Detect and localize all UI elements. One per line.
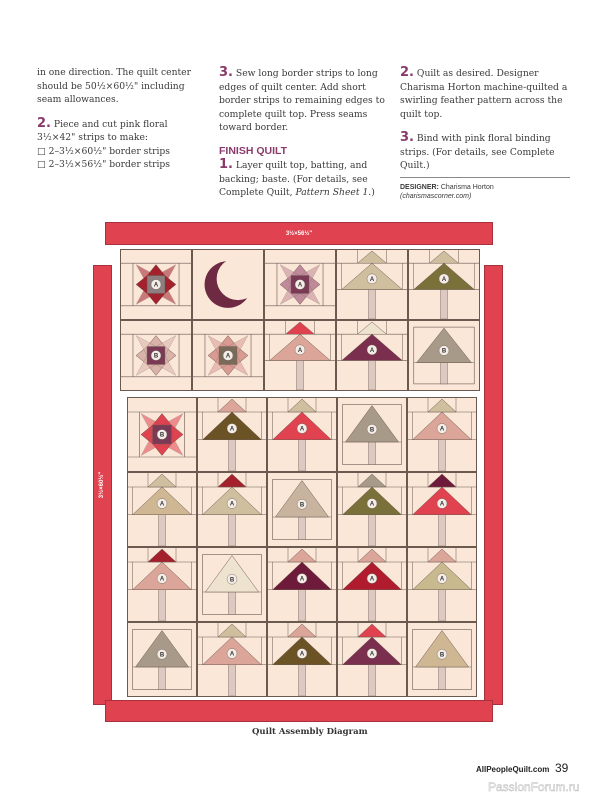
svg-text:A: A bbox=[299, 426, 305, 433]
quilt-block-tree bbox=[336, 320, 408, 391]
step-number: 2. bbox=[37, 115, 51, 131]
border-size-label: 3½×56½" bbox=[285, 230, 313, 237]
svg-text:A: A bbox=[369, 501, 375, 508]
right-border-strip bbox=[484, 265, 503, 705]
quilt-block-star bbox=[192, 320, 264, 391]
quilt-block-tree bbox=[337, 622, 407, 697]
step-text: Sew long border strips to long edges of quilt center. Add short border strips to remaining edges to complete quilt top. Press seams toward border. bbox=[219, 68, 385, 133]
step-number: 2. bbox=[400, 65, 414, 80]
list-item: □ 2–3½×56½" border strips bbox=[37, 159, 170, 170]
pattern-sheet-ref: Pattern Sheet 1. bbox=[295, 187, 372, 198]
paragraph: in one direction. The quilt center should be 50½×60½" including seam allowances. bbox=[37, 67, 192, 105]
step-number: 1. bbox=[219, 157, 233, 172]
bottom-border-strip bbox=[105, 700, 493, 722]
quilt-block-treeB bbox=[337, 397, 407, 472]
quilt-block-tree bbox=[264, 320, 336, 391]
quilt-block-tree bbox=[336, 249, 408, 320]
quilt-block-tree bbox=[197, 472, 267, 547]
quilt-block-star bbox=[120, 320, 192, 391]
quilt-block-tree bbox=[197, 397, 267, 472]
quilt-block-tree bbox=[407, 472, 477, 547]
step-number: 3. bbox=[400, 130, 414, 145]
text-column-right bbox=[400, 66, 570, 201]
svg-text:A: A bbox=[159, 501, 165, 508]
svg-text:B: B bbox=[299, 502, 305, 509]
quilt-block-star bbox=[127, 397, 197, 472]
quilt-block-tree bbox=[267, 547, 337, 622]
quilt-block-tree bbox=[337, 547, 407, 622]
quilt-block-treeB bbox=[127, 622, 197, 697]
svg-text:A: A bbox=[299, 651, 305, 658]
quilt-block-star bbox=[120, 249, 192, 320]
quilt-block-moon bbox=[192, 249, 264, 320]
step-text: Bind with pink floral binding strips. (For details, see Complete Quilt.) bbox=[400, 133, 555, 171]
svg-text:A: A bbox=[369, 651, 375, 658]
left-border-strip bbox=[93, 265, 112, 705]
svg-text:A: A bbox=[369, 576, 375, 583]
quilt-block-tree bbox=[267, 622, 337, 697]
designer-website: (charismascorner.com) bbox=[400, 192, 472, 200]
svg-text:A: A bbox=[229, 426, 235, 433]
svg-text:A: A bbox=[229, 501, 235, 508]
svg-text:A: A bbox=[299, 576, 305, 583]
footer-site: AllPeopleQuilt.com bbox=[476, 765, 550, 774]
divider bbox=[400, 177, 570, 178]
step-text: Layer quilt top, batting, and backing; baste. (For details, see Complete Quilt, bbox=[219, 160, 368, 198]
svg-text:A: A bbox=[441, 277, 447, 284]
quilt-block-treeB bbox=[408, 320, 480, 391]
diagram-caption: Quilt Assembly Diagram bbox=[252, 727, 368, 737]
quilt-block-tree bbox=[127, 472, 197, 547]
svg-text:B: B bbox=[441, 348, 447, 355]
quilt-block-tree bbox=[127, 547, 197, 622]
svg-text:B: B bbox=[159, 652, 165, 659]
svg-text:B: B bbox=[153, 353, 159, 360]
svg-text:A: A bbox=[439, 576, 445, 583]
text-column-middle: 3. Sew long border strips to long edges of quilt center. Add short border strips to remaining edges to complete quilt top. Press seams toward border. FINISH QUILT 1. Layer quilt top, batting, and backing; baste. (For details, see Complete Quilt, Pattern Sheet 1.) bbox=[219, 66, 389, 210]
svg-text:A: A bbox=[229, 651, 235, 658]
svg-text:A: A bbox=[439, 426, 445, 433]
svg-text:B: B bbox=[159, 432, 165, 439]
quilt-block-treeB bbox=[407, 622, 477, 697]
svg-text:A: A bbox=[225, 353, 231, 360]
quilt-block-treeB bbox=[267, 472, 337, 547]
svg-text:B: B bbox=[229, 577, 235, 584]
svg-text:A: A bbox=[159, 576, 165, 583]
quilt-block-tree bbox=[197, 622, 267, 697]
quilt-block-tree bbox=[267, 397, 337, 472]
quilt-block-tree bbox=[408, 249, 480, 320]
svg-text:A: A bbox=[369, 277, 375, 284]
top-border-strip bbox=[105, 222, 493, 245]
list-item: □ 2–3½×60½" border strips bbox=[37, 145, 170, 157]
svg-text:B: B bbox=[369, 427, 375, 434]
step-number: 3. bbox=[219, 65, 233, 80]
text-column-left bbox=[37, 66, 207, 172]
border-size-label: 3½×60½" bbox=[99, 471, 106, 499]
quilt-block-star bbox=[264, 249, 336, 320]
quilt-block-treeB bbox=[197, 547, 267, 622]
svg-text:B: B bbox=[439, 652, 445, 659]
svg-text:A: A bbox=[439, 501, 445, 508]
section-heading: FINISH QUILT bbox=[219, 144, 288, 157]
svg-text:A: A bbox=[297, 348, 303, 355]
step-text: Quilt as desired. Designer Charisma Horton machine-quilted a swirling feather pattern across the quilt top. bbox=[400, 68, 568, 120]
quilt-block-tree bbox=[407, 547, 477, 622]
page-number: 39 bbox=[555, 761, 569, 775]
svg-text:A: A bbox=[153, 282, 159, 289]
designer-credit: DESIGNER: Charisma Horton bbox=[400, 183, 494, 191]
step-text: Piece and cut pink floral 3½×42" strips to make: bbox=[37, 118, 168, 143]
svg-text:A: A bbox=[297, 282, 303, 289]
quilt-block-tree bbox=[337, 472, 407, 547]
svg-text:A: A bbox=[369, 348, 375, 355]
watermark: PassionForum.ru bbox=[488, 780, 580, 794]
quilt-block-tree bbox=[407, 397, 477, 472]
